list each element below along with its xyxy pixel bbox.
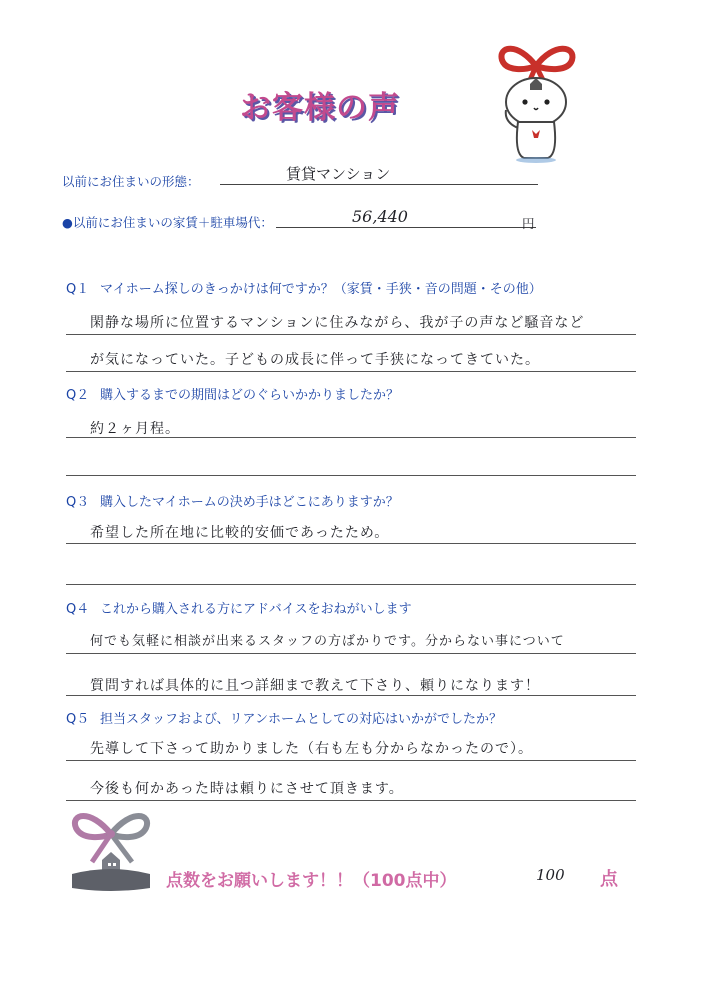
mascot-icon [488, 36, 584, 166]
score-value: 100 [536, 866, 565, 884]
answer-1-line-2: が気になっていた。子どもの成長に伴って手狭になってきていた。 [90, 352, 540, 368]
question-text: マイホーム探しのきっかけは何ですか？（家賃・手狭・音の問題・その他） [100, 282, 542, 297]
rent-unit: 円 [522, 216, 535, 231]
question-2 [66, 384, 399, 403]
answer-rule [66, 800, 636, 801]
rent-value: 56,440 [352, 207, 408, 226]
answer-rule [66, 584, 636, 585]
prev-housing-label: 以前にお住まいの形態： [62, 174, 200, 189]
answer-rule [66, 334, 636, 335]
score-unit: 点 [600, 869, 618, 890]
answer-rule [66, 371, 636, 372]
question-5 [66, 708, 502, 727]
answer-rule [66, 543, 636, 544]
gift-house-icon [66, 808, 156, 894]
prev-housing-value: 賃貸マンション [286, 165, 391, 183]
answer-5-line-2: 今後も何かあった時は頼りにさせて頂きます。 [90, 781, 404, 797]
question-4 [66, 598, 412, 617]
question-1 [66, 278, 542, 297]
answer-rule [66, 653, 636, 654]
answer-3-line-1: 希望した所在地に比較的安価であったため。 [90, 525, 390, 541]
question-3 [66, 491, 399, 510]
question-text: これから購入される方にアドバイスをおねがいします [100, 602, 412, 617]
question-text: 担当スタッフおよび、リアンホームとしての対応はいかがでしたか？ [100, 712, 502, 727]
answer-rule [66, 437, 636, 438]
question-number: Q１ [66, 282, 90, 297]
question-number: Q４ [66, 602, 90, 617]
answer-rule [66, 475, 636, 476]
answer-rule [66, 695, 636, 696]
question-number: Q５ [66, 712, 90, 727]
answer-1-line-1: 閑静な場所に位置するマンションに住みながら、我が子の声など騒音など [90, 315, 585, 331]
rent-label: ●以前にお住まいの家賃＋駐車場代： [62, 215, 273, 230]
score-label: 点数をお願いします！！（100点中） [166, 871, 457, 891]
answer-4-line-1: 何でも気軽に相談が出来るスタッフの方ばかりです。分からない事について [90, 634, 565, 649]
answer-4-line-2: 質問すれば具体的に且つ詳細まで教えて下さり、頼りになります！ [90, 678, 540, 694]
page-title: お客様の声 [240, 90, 400, 126]
question-number: Q２ [66, 388, 90, 403]
question-text: 購入するまでの期間はどのぐらいかかりましたか？ [100, 388, 400, 403]
prev-housing-line [220, 184, 538, 185]
answer-2-line-1: 約２ヶ月程。 [90, 421, 180, 437]
question-text: 購入したマイホームの決め手はどこにありますか？ [100, 495, 399, 510]
rent-line [276, 227, 536, 228]
answer-5-line-1: 先導して下さって助かりました（右も左も分からなかったので）。 [90, 741, 533, 757]
question-number: Q３ [66, 495, 90, 510]
answer-rule [66, 760, 636, 761]
